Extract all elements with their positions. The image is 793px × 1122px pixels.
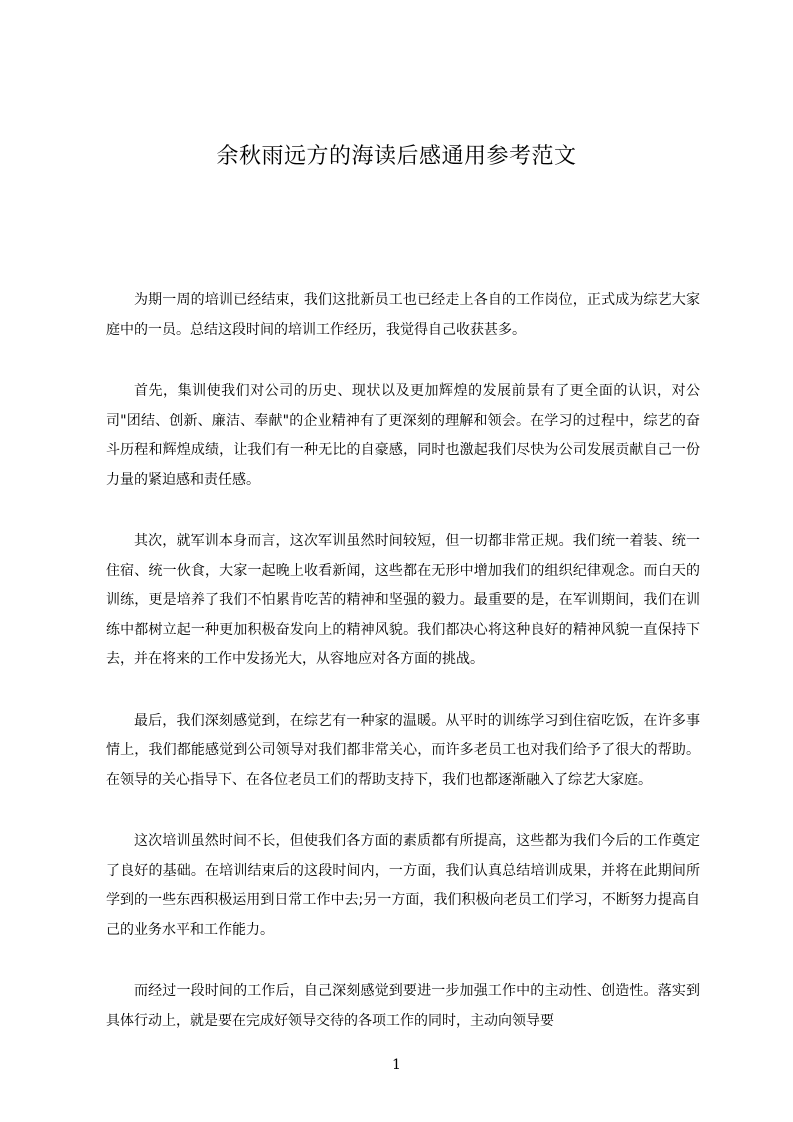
paragraph-1: 为期一周的培训已经结束，我们这批新员工也已经走上各自的工作岗位，正式成为综艺大家庭中的一员。总结这段时间的培训工作经历，我觉得自己收获甚多。 [106, 292, 700, 338]
document-title: 余秋雨远方的海读后感通用参考范文 [216, 144, 577, 169]
paragraph-5: 这次培训虽然时间不长，但使我们各方面的素质都有所提高，这些都为我们今后的工作奠定了良好的基础。在培训结束后的这段时间内，一方面，我们认真总结培训成果，并将在此期间所学到的一些东西积极运用到日常工作中去;另一方面，我们积极向老员工们学习，不断努力提高自己的业务水平和工作能力。 [106, 833, 700, 938]
paragraph-6: 而经过一段时间的工作后，自己深刻感觉到要进一步加强工作中的主动性、创造性。落实到具体行动上，就是要在完成好领导交待的各项工作的同时，主动向领导要 [106, 983, 700, 1029]
page-number: 1 [392, 1057, 401, 1073]
paragraph-4: 最后，我们深刻感觉到，在综艺有一种家的温暖。从平时的训练学习到住宿吃饭，在许多事情上，我们都能感觉到公司领导对我们都非常关心，而许多老员工也对我们给予了很大的帮助。在领导的关心指导下、在各位老员工们的帮助支持下，我们也都逐渐融入了综艺大家庭。 [106, 712, 700, 788]
paragraph-2: 首先，集训使我们对公司的历史、现状以及更加辉煌的发展前景有了更全面的认识，对公司"团结、创新、廉洁、奉献"的企业精神有了更深刻的理解和领会。在学习的过程中，综艺的奋斗历程和辉煌成绩，让我们有一种无比的自豪感，同时也激起我们尽快为公司发展贡献自己一份力量的紧迫感和责任感。 [106, 383, 700, 488]
paragraph-3: 其次，就军训本身而言，这次军训虽然时间较短，但一切都非常正规。我们统一着装、统一住宿、统一伙食，大家一起晚上收看新闻，这些都在无形中增加我们的组织纪律观念。而白天的训练，更是培养了我们不怕累肯吃苦的精神和坚强的毅力。最重要的是，在军训期间，我们在训练中都树立起一种更加积极奋发向上的精神风貌。我们都决心将这种良好的精神风貌一直保持下去，并在将来的工作中发扬光大，从容地应对各方面的挑战。 [106, 533, 700, 667]
document-body [106, 286, 700, 1068]
